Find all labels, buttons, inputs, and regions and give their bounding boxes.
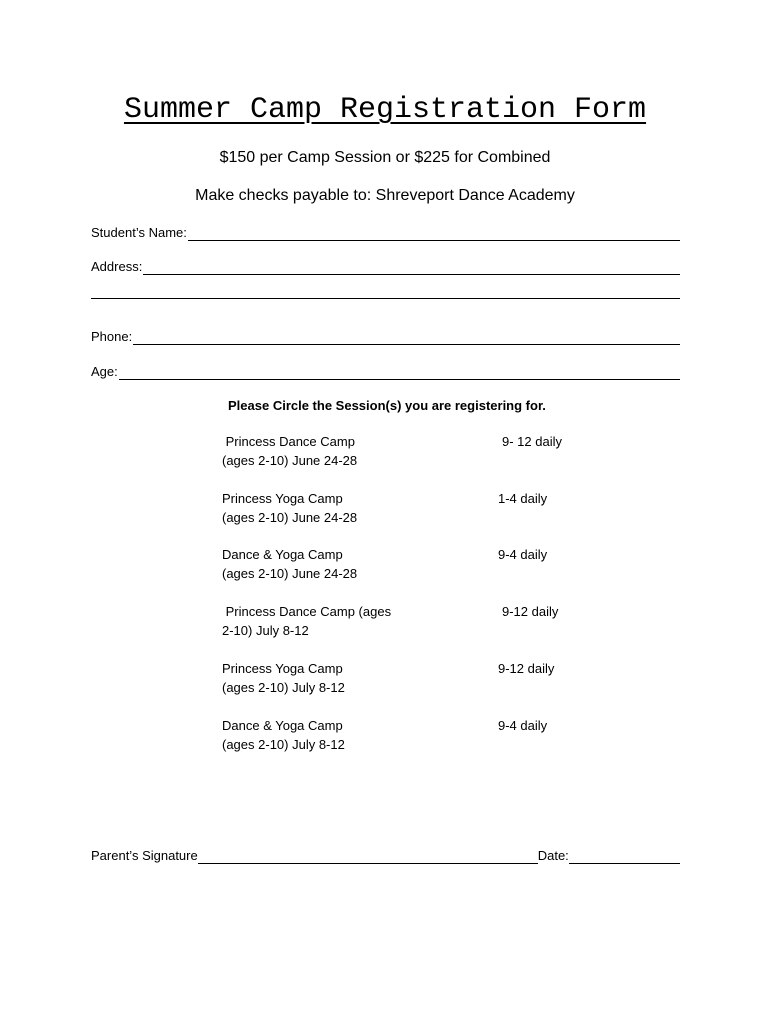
date-line[interactable]: [569, 851, 680, 864]
session-item[interactable]: [222, 489, 642, 527]
address-field[interactable]: [91, 259, 680, 275]
session-time: 9-12 daily: [498, 661, 555, 676]
checks-line: Make checks payable to: Shreveport Dance Academy: [195, 187, 575, 204]
price-line: $150 per Camp Session or $225 for Combined: [219, 149, 551, 166]
phone-line[interactable]: [133, 332, 680, 345]
age-label: Age:: [91, 364, 118, 379]
session-time: 1-4 daily: [498, 491, 548, 506]
session-item[interactable]: [222, 659, 642, 697]
session-time: 9- 12 daily: [502, 434, 562, 449]
address-label: Address:: [91, 259, 143, 274]
session-time: 9-4 daily: [498, 718, 548, 733]
session-dates: (ages 2-10) June 24-28: [222, 510, 358, 525]
session-instruction: Please Circle the Session(s) you are registering for.: [228, 398, 546, 413]
session-dates: (ages 2-10) July 8-12: [222, 737, 345, 752]
age-line[interactable]: [119, 367, 680, 380]
signature-label: Parent’s Signature: [91, 848, 198, 863]
session-dates: (ages 2-10) June 24-28: [222, 453, 358, 468]
session-item[interactable]: [222, 545, 642, 583]
session-dates: 2-10) July 8-12: [222, 623, 309, 638]
signature-line[interactable]: [198, 851, 538, 864]
session-name: Princess Dance Camp: [222, 434, 355, 449]
signature-row: [91, 848, 680, 864]
session-dates: (ages 2-10) July 8-12: [222, 680, 345, 695]
session-name: Princess Yoga Camp: [222, 661, 343, 676]
phone-label: Phone:: [91, 329, 133, 344]
student-name-line[interactable]: [188, 228, 680, 241]
phone-field[interactable]: [91, 329, 680, 345]
session-name: Princess Dance Camp (ages: [222, 604, 392, 619]
session-name: Princess Yoga Camp: [222, 491, 343, 506]
age-field[interactable]: [91, 364, 680, 380]
session-item[interactable]: [222, 716, 642, 754]
session-name: Dance & Yoga Camp: [222, 718, 343, 733]
student-name-field[interactable]: [91, 225, 680, 241]
session-dates: (ages 2-10) June 24-28: [222, 566, 358, 581]
address-line[interactable]: [143, 262, 680, 275]
session-item[interactable]: [222, 602, 642, 640]
session-time: 9-12 daily: [502, 604, 559, 619]
session-time: 9-4 daily: [498, 547, 548, 562]
address-line-2[interactable]: [91, 298, 680, 299]
session-item[interactable]: [222, 432, 642, 470]
form-title: Summer Camp Registration Form: [123, 93, 647, 127]
student-name-label: Student’s Name:: [91, 225, 187, 240]
session-name: Dance & Yoga Camp: [222, 547, 343, 562]
date-label: Date:: [537, 848, 569, 863]
